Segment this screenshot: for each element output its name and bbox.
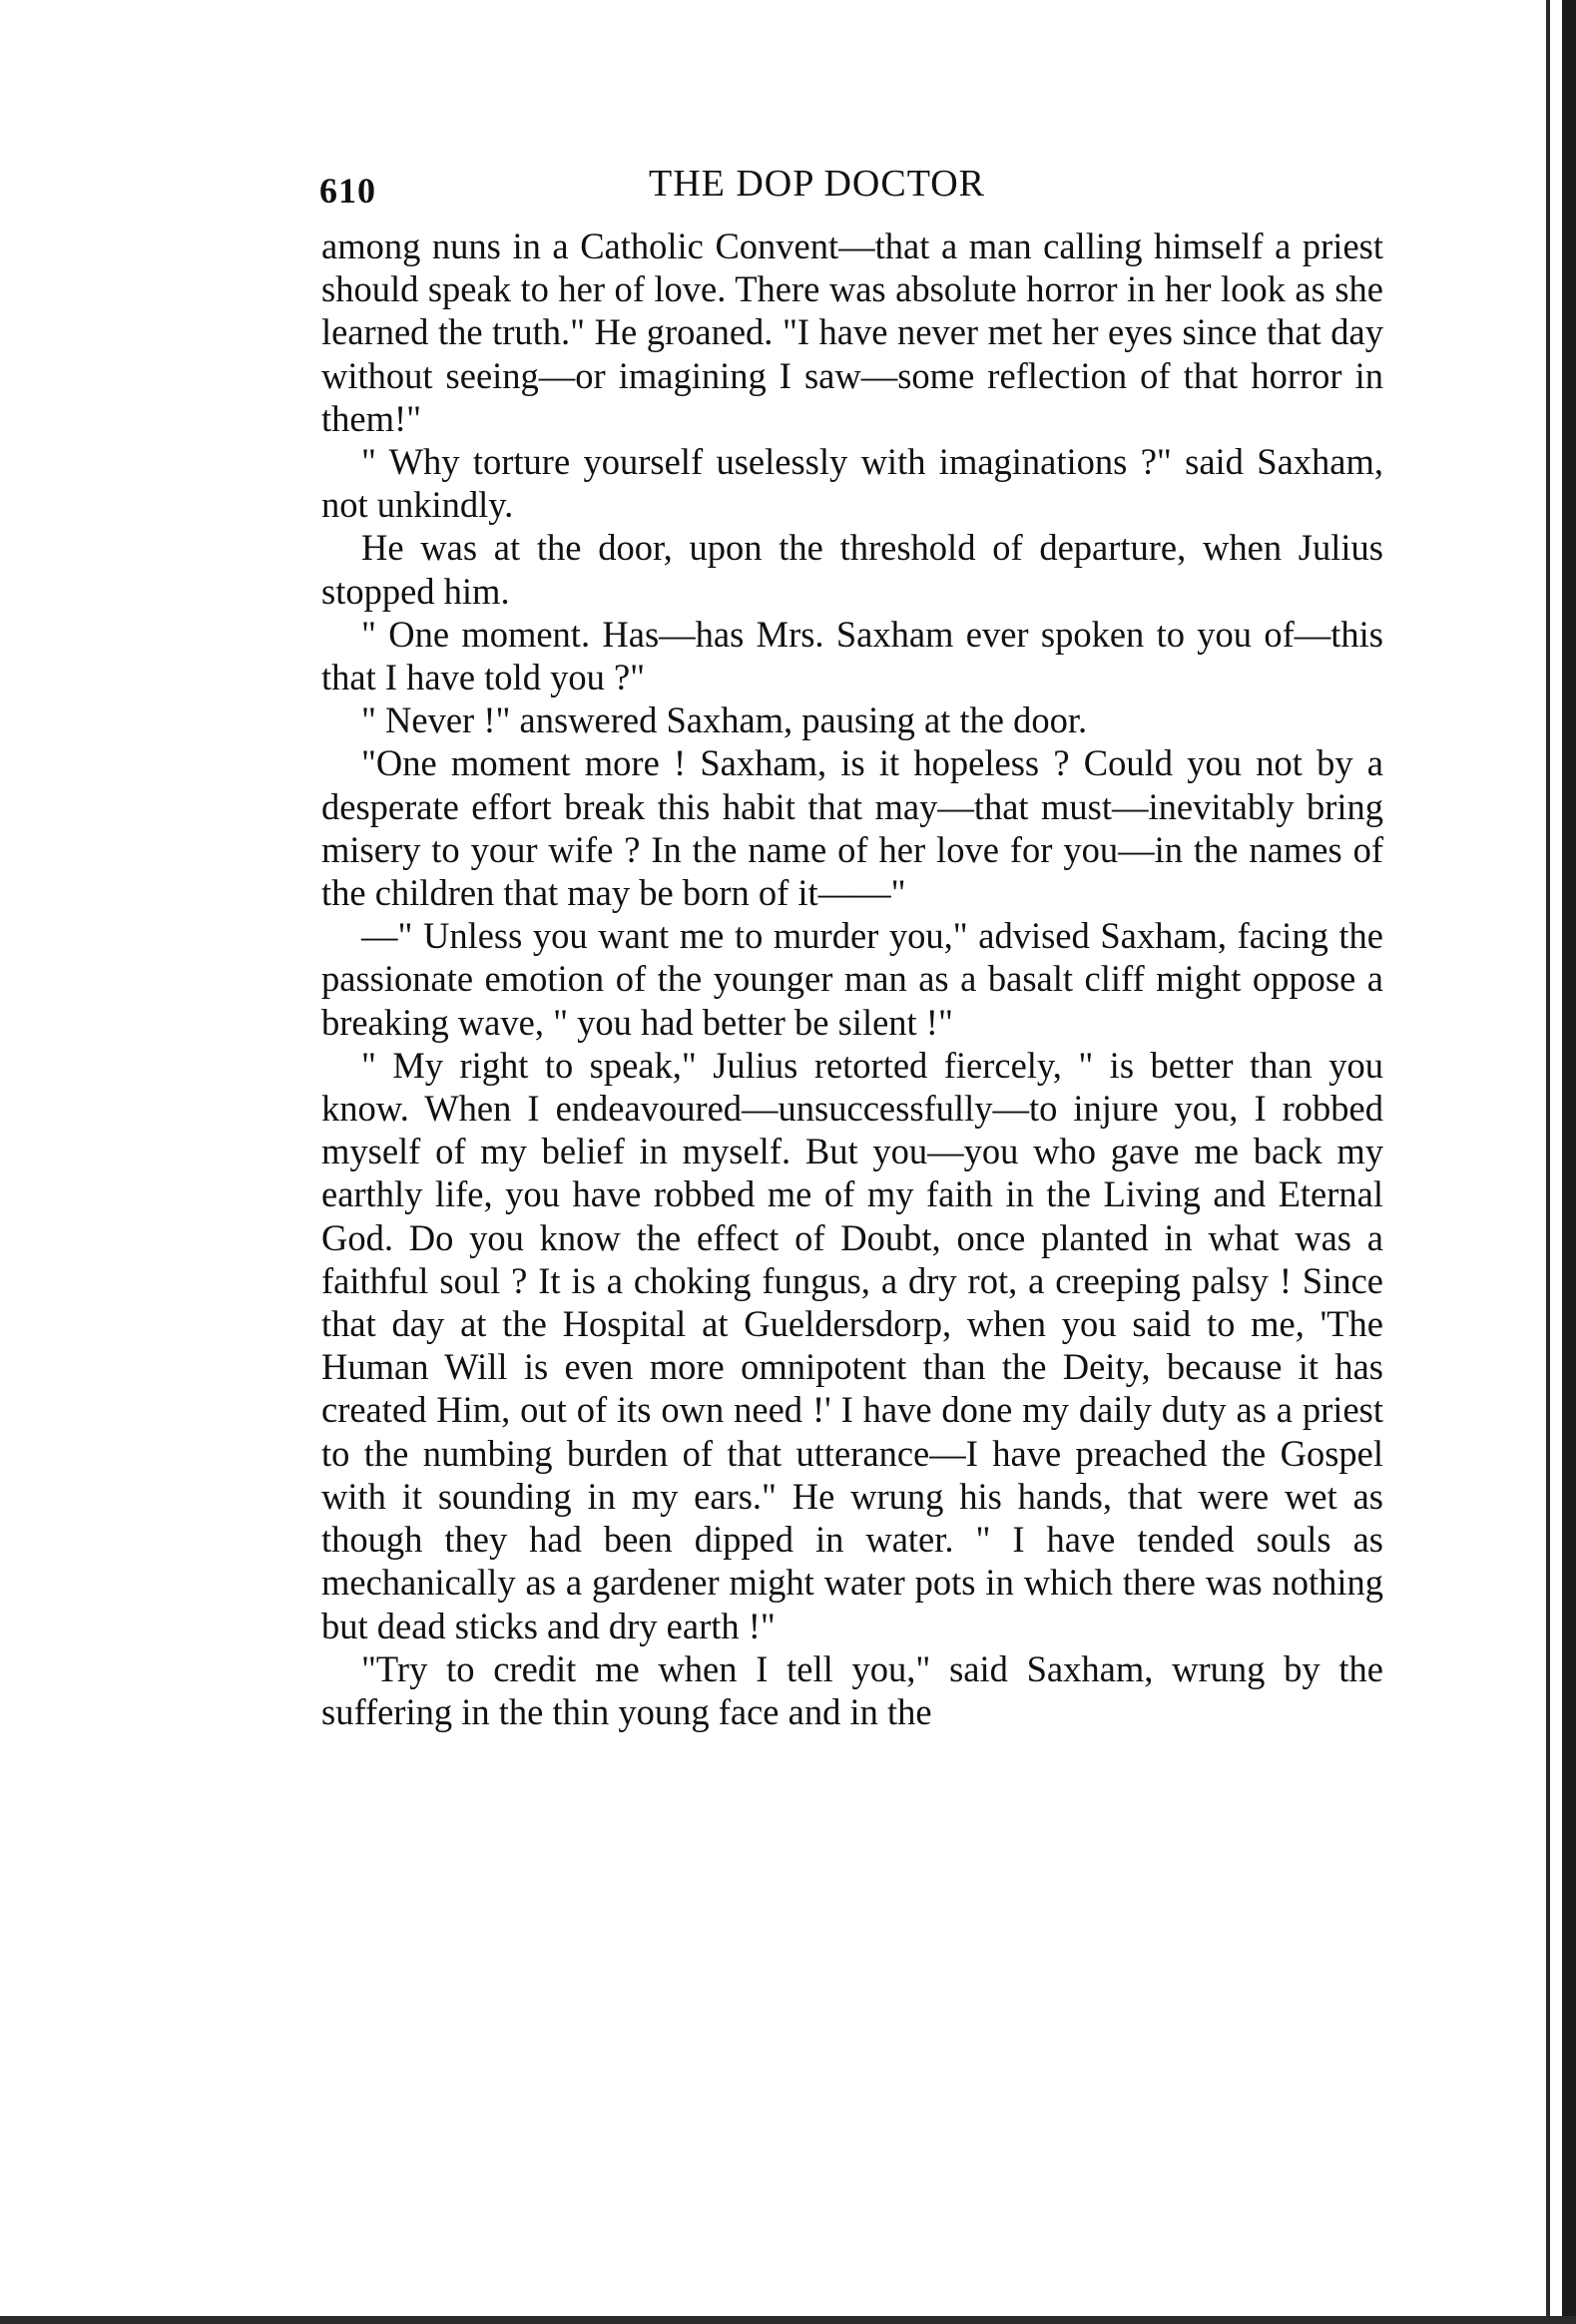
paragraph: " One moment. Has—has Mrs. Saxham ever spoken to you of—this that I have told you ?" (321, 613, 1383, 698)
page-number: 610 (319, 171, 376, 211)
running-title: THE DOP DOCTOR (649, 163, 986, 205)
body-text (321, 225, 1383, 1733)
scan-edge-shadow (1546, 0, 1550, 2324)
paragraph: "Try to credit me when I tell you," said Saxham, wrung by the suffering in the thin young face and in the (321, 1647, 1383, 1732)
paragraph: He was at the door, upon the threshold of departure, when Julius stopped him. (321, 527, 1383, 612)
paragraph: —" Unless you want me to murder you," advised Saxham, facing the passionate emotion of the younger man as a basalt cliff might oppose a breaking wave, " you had better be silent !" (321, 915, 1383, 1043)
paragraph: " Never !" answered Saxham, pausing at the door. (361, 699, 1088, 741)
paragraph: "One moment more ! Saxham, is it hopeless ? Could you not by a desperate effort break this habit that may—that must—inevitably bring misery to your wife ? In the name of her love for you—in the names of the children that may be born of it——" (321, 742, 1383, 914)
paragraph: " My right to speak," Julius retorted fiercely, " is better than you know. When I endeavoured—unsuccessfully—to injure you, I robbed myself of my belief in myself. But you—you who gave me back my earthly life, you have robbed me of my faith in the Living and Eternal God. Do you know the effect of Doubt, once planted in what was a faithful soul ? It is a choking fungus, a dry rot, a creeping palsy ! Since that day at the Hospital at Gueldersdorp, when you said to me, 'The Human Will is even more omnipotent than the Deity, because it has created Him, out of its own need !' I have done my daily duty as a priest to the numbing burden of that utterance—I have preached the Gospel with it sounding in my ears." He wrung his hands, that were wet as though they had been dipped in water. " I have tended souls as mechanically as a gardener might water pots in which there was nothing but dead sticks and dry earth !" (321, 1044, 1383, 1646)
page-header (319, 158, 1387, 218)
paragraph: among nuns in a Catholic Convent—that a man calling himself a priest should speak to her of love. There was absolute horror in her look as she learned the truth." He groaned. "I have never met her eyes since that day without seeing—or imagining I saw—some reflection of that horror in them!" (321, 226, 1383, 439)
paragraph: " Why torture yourself uselessly with imaginations ?" said Saxham, not unkindly. (321, 441, 1383, 526)
scan-edge-bottom (0, 2316, 1576, 2324)
scan-edge-right (1562, 0, 1576, 2324)
